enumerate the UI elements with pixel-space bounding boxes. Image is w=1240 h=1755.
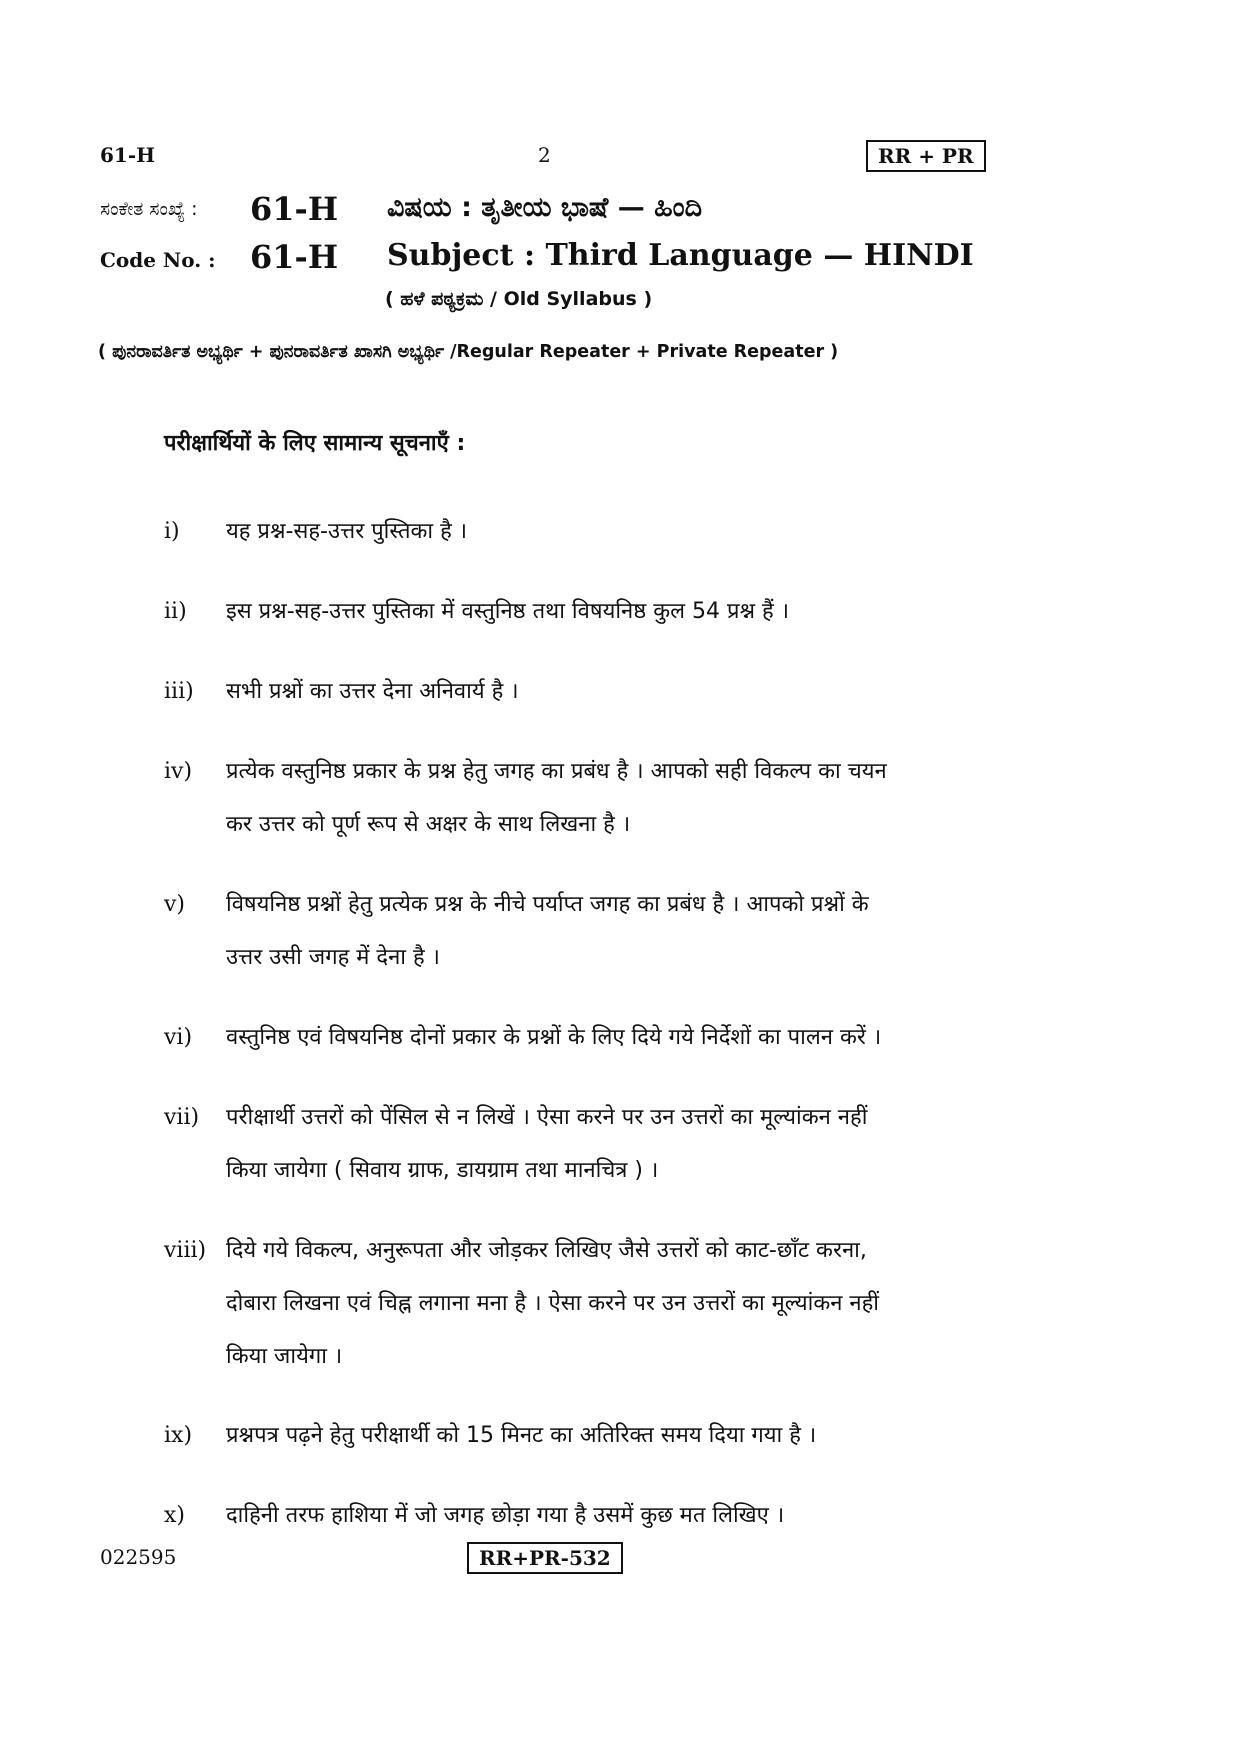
instruction-line: सभी प्रश्नों का उत्तर देना अनिवार्य है । <box>226 679 519 704</box>
instruction-line: दिये गये विकल्प, अनुरूपता और जोड़कर लिखिए जैसे उत्तरों को काट-छाँट करना, <box>226 1238 867 1263</box>
syllabus-note: ( ಹಳೆ ಪಠ್ಯಕ್ರಮ / Old Syllabus ) <box>385 288 653 310</box>
instruction-line: किया जायेगा । <box>226 1344 343 1369</box>
header-code: 61-H <box>100 143 156 167</box>
footer-series-code: RR+PR-532 <box>467 1542 623 1574</box>
instruction-line: किया जायेगा ( सिवाय ग्राफ, डायग्राम तथा मानचित्र ) । <box>226 1158 659 1183</box>
instruction-text <box>226 585 1026 638</box>
kn-code-value: 61-H <box>250 190 339 228</box>
instruction-text <box>226 1091 1026 1197</box>
instruction-line: दोबारा लिखना एवं चिह्न लगाना मना है । ऐसा करने पर उन उत्तरों का मूल्यांकन नहीं <box>226 1291 880 1316</box>
instruction-text <box>226 878 1026 984</box>
instruction-number: ix) <box>164 1423 193 1448</box>
instruction-line: यह प्रश्न-सह-उत्तर पुस्तिका है । <box>226 519 468 544</box>
instruction-text <box>226 1224 1026 1383</box>
instruction-line: दाहिनी तरफ हाशिया में जो जगह छोड़ा गया है उसमें कुछ मत लिखिए । <box>226 1503 785 1528</box>
instruction-line: प्रश्नपत्र पढ़ने हेतु परीक्षार्थी को 15 मिनट का अतिरिक्त समय दिया गया है । <box>226 1423 817 1448</box>
serial-number: 022595 <box>100 1545 177 1569</box>
kn-code-label: ಸಂಕೇತ ಸಂಖ್ಯೆ : <box>100 198 198 220</box>
instruction-text <box>226 1489 1026 1542</box>
instruction-line: परीक्षार्थी उत्तरों को पेंसिल से न लिखें । ऐसा करने पर उन उत्तरों का मूल्यांकन नहीं <box>226 1105 868 1130</box>
instruction-text <box>226 1011 1026 1064</box>
instruction-line: वस्तुनिष्ठ एवं विषयनिष्ठ दोनों प्रकार के प्रश्नों के लिए दिये गये निर्देशों का पालन करें । <box>226 1025 882 1050</box>
en-code-value: 61-H <box>250 238 339 276</box>
instruction-text <box>226 505 1026 558</box>
instruction-line: प्रत्येक वस्तुनिष्ठ प्रकार के प्रश्न हेतु जगह का प्रबंध है । आपको सही विकल्प का चयन <box>226 759 887 784</box>
instruction-line: कर उत्तर को पूर्ण रूप से अक्षर के साथ लिखना है । <box>226 812 631 837</box>
en-subject: Subject : Third Language — HINDI <box>387 238 974 273</box>
instruction-number: viii) <box>164 1238 207 1263</box>
instruction-number: vi) <box>164 1025 193 1050</box>
instruction-text <box>226 665 1026 718</box>
series-box: RR + PR <box>866 140 986 172</box>
instruction-number: x) <box>164 1503 185 1528</box>
instruction-line: विषयनिष्ठ प्रश्नों हेतु प्रत्येक प्रश्न के नीचे पर्याप्त जगह का प्रबंध है । आपको प्रश्नों के <box>226 892 869 917</box>
instruction-number: v) <box>164 892 186 917</box>
instruction-number: iii) <box>164 679 194 704</box>
en-code-label: Code No. : <box>100 248 216 272</box>
instruction-text <box>226 1409 1026 1462</box>
instruction-line: इस प्रश्न-सह-उत्तर पुस्तिका में वस्तुनिष्ठ तथा विषयनिष्ठ कुल 54 प्रश्न हैं । <box>226 599 790 624</box>
page-number: 2 <box>538 143 551 167</box>
instruction-number: iv) <box>164 759 193 784</box>
instruction-number: ii) <box>164 599 187 624</box>
instruction-number: vii) <box>164 1105 200 1130</box>
candidate-type-line: ( ಪುನರಾವರ್ತಿತ ಅಭ್ಯರ್ಥಿ + ಪುನರಾವರ್ತಿತ ಖಾಸಗಿ ಅಭ್ಯರ್ಥಿ /Regular Repeater + Private Repeater ) <box>98 342 839 362</box>
kn-subject: ವಿಷಯ : ತೃತೀಯ ಭಾಷೆ — ಹಿಂದಿ <box>387 192 703 223</box>
instruction-line: उत्तर उसी जगह में देना है । <box>226 945 440 970</box>
instruction-number: i) <box>164 519 180 544</box>
instructions-heading: परीक्षार्थियों के लिए सामान्य सूचनाएँ : <box>164 431 466 456</box>
instruction-text <box>226 745 1026 851</box>
